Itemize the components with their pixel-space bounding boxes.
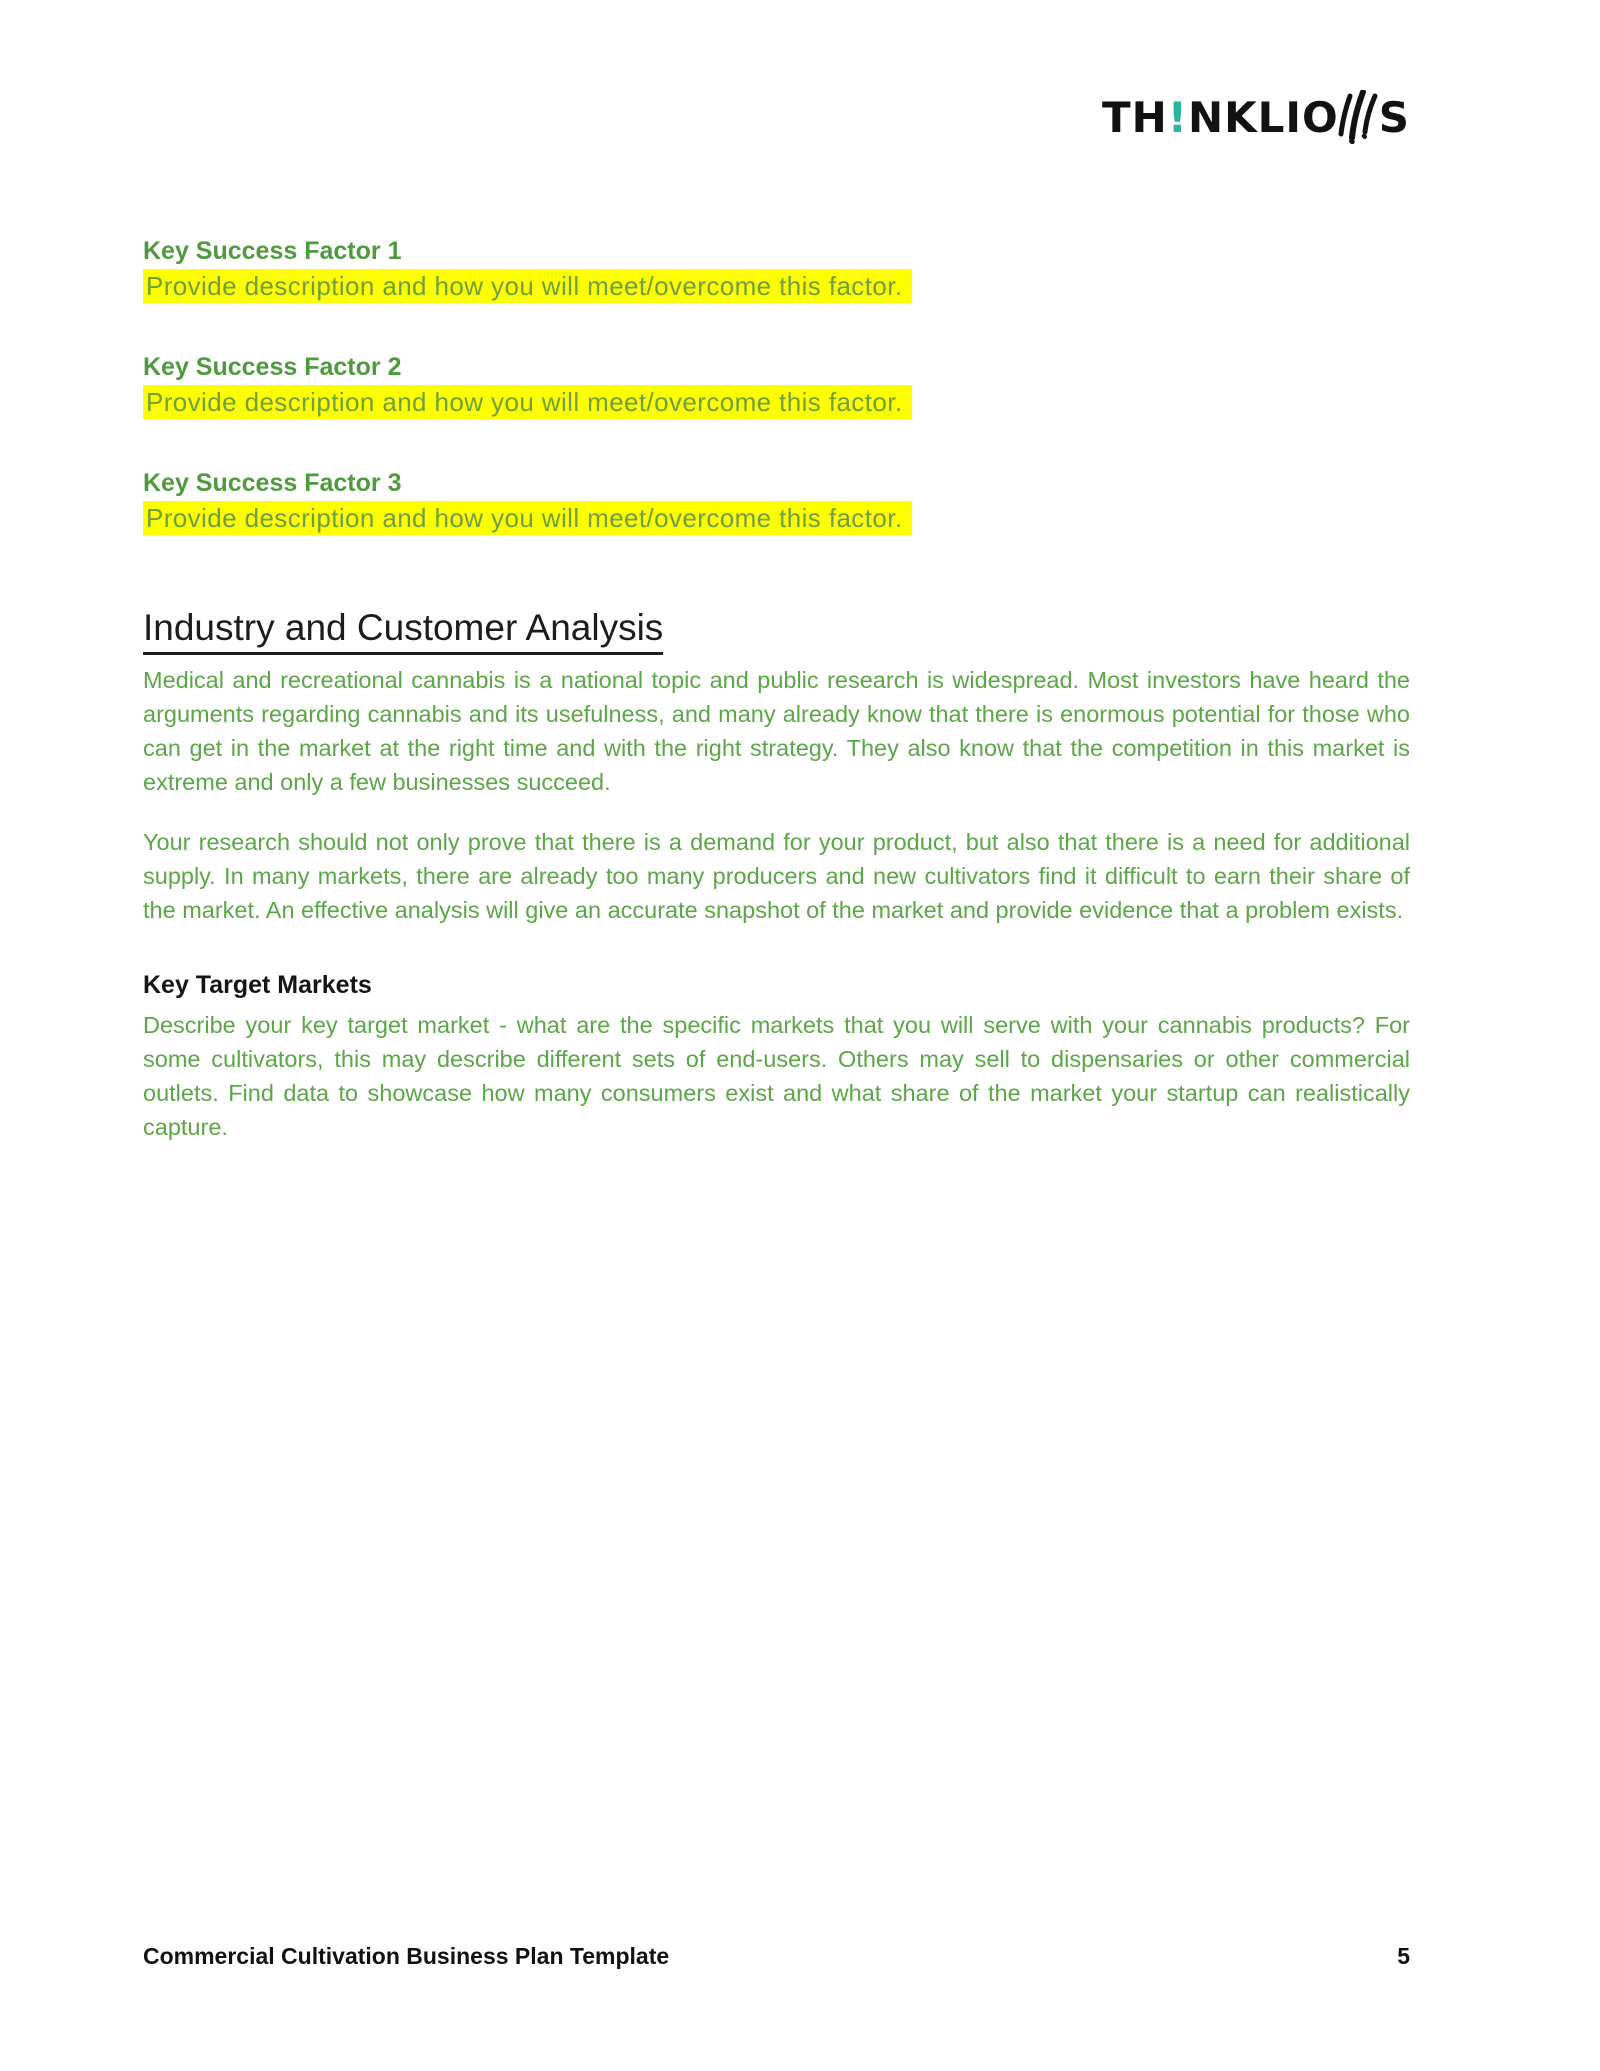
page-footer [143, 1941, 1410, 1971]
key-success-factor-1-row [143, 269, 1410, 303]
section-title-text: Industry and Customer Analysis [143, 608, 663, 655]
logo-exclamation: ! [1167, 93, 1188, 142]
key-success-factor-3-row [143, 501, 1410, 535]
thinklions-logo [1102, 90, 1410, 143]
subsection-title-key-target-markets: Key Target Markets [143, 971, 372, 999]
key-success-factor-1-heading: Key Success Factor 1 [143, 237, 402, 265]
logo-text-s: S [1378, 93, 1410, 142]
key-success-factor-3-placeholder: Provide description and how you will meet/overcome this factor. [143, 501, 912, 535]
key-target-markets-paragraph: Describe your key target market - what are the specific markets that you will serve with your cannabis products? For some cultivators, this may describe different sets of end-users. Others may sell to dispensaries or other commercial outlets. Find data to showcase how many consumers exist and what share of the market your startup can realistically capture. [143, 1012, 1410, 1140]
key-success-factor-3-heading: Key Success Factor 3 [143, 469, 402, 497]
key-success-factor-2-row [143, 385, 1410, 419]
key-success-factor-2-placeholder: Provide description and how you will meet/overcome this factor. [143, 385, 912, 419]
key-success-factor-1-block [143, 238, 1410, 303]
page-header [143, 0, 1410, 143]
footer-page-number: 5 [1397, 1943, 1410, 1969]
key-success-factor-1-placeholder: Provide description and how you will meet/overcome this factor. [143, 269, 912, 303]
logo-text-th: TH [1101, 93, 1168, 142]
key-success-factor-2-heading: Key Success Factor 2 [143, 353, 402, 381]
industry-paragraph-1: Medical and recreational cannabis is a national topic and public research is widespread. Most investors have heard the arguments regarding cannabis and its usefulness, and many already know that there is enormous potential for those who can get in the market at the right time and with the right strategy. They also know that the competition in this market is extreme and only a few businesses succeed. [143, 667, 1410, 795]
claw-scratch-icon [1335, 90, 1381, 144]
section-title-industry-analysis [143, 608, 1410, 655]
key-success-factor-2-block [143, 354, 1410, 419]
logo-text-nklio: NKLIO [1187, 93, 1339, 142]
footer-document-title: Commercial Cultivation Business Plan Template [143, 1943, 670, 1969]
key-success-factor-3-block [143, 470, 1410, 535]
industry-paragraph-2: Your research should not only prove that there is a demand for your product, but also that there is a need for additional supply. In many markets, there are already too many producers and new cultivators find it difficult to earn their share of the market. An effective analysis will give an accurate snapshot of the market and provide evidence that a problem exists. [143, 829, 1410, 923]
